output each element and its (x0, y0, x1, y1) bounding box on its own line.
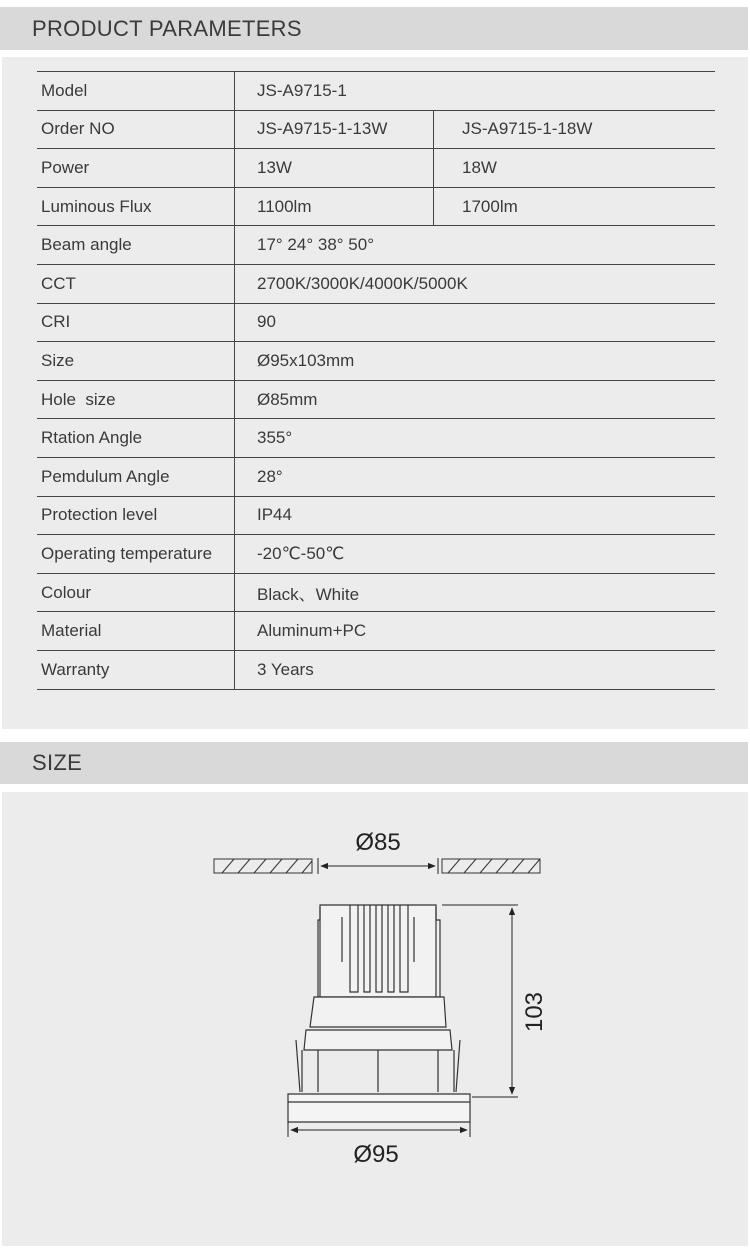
param-value-order-no-18w: JS-A9715-1-18W (434, 110, 716, 149)
height-dimension-label: 103 (521, 991, 548, 1033)
param-value-colour: Black、White (235, 573, 716, 612)
param-value-size: Ø95x103mm (235, 342, 716, 381)
hole-dimension-label: Ø85 (355, 829, 401, 856)
param-label-operating-temperature: Operating temperature (37, 535, 235, 574)
param-value-cct: 2700K/3000K/4000K/5000K (235, 264, 716, 303)
param-value-protection-level: IP44 (235, 496, 716, 535)
table-row (37, 650, 715, 689)
parameters-table (37, 71, 715, 690)
param-label-colour: Colour (37, 573, 235, 612)
param-label-size: Size (37, 342, 235, 381)
param-value-warranty: 3 Years (235, 650, 716, 689)
table-row (37, 457, 715, 496)
size-drawing-panel (2, 792, 748, 1246)
param-label-model: Model (37, 72, 235, 111)
param-value-flux-18w: 1700lm (434, 187, 716, 226)
table-row (37, 573, 715, 612)
param-label-pendulum-angle: Pemdulum Angle (37, 457, 235, 496)
table-row (37, 110, 715, 149)
table-row (37, 342, 715, 381)
table-row (37, 303, 715, 342)
ceiling-right-hatch (442, 859, 540, 873)
ceiling-left-hatch (214, 859, 312, 873)
table-row (37, 612, 715, 651)
param-label-beam-angle: Beam angle (37, 226, 235, 265)
param-label-warranty: Warranty (37, 650, 235, 689)
table-row (37, 380, 715, 419)
param-value-flux-13w: 1100lm (235, 187, 434, 226)
table-row (37, 419, 715, 458)
table-row (37, 496, 715, 535)
param-value-material: Aluminum+PC (235, 612, 716, 651)
table-row (37, 226, 715, 265)
dimension-drawing (2, 792, 748, 1246)
param-value-order-no-13w: JS-A9715-1-13W (235, 110, 434, 149)
table-row (37, 535, 715, 574)
section-title-product-parameters: PRODUCT PARAMETERS (0, 7, 748, 50)
param-label-cct: CCT (37, 264, 235, 303)
table-row (37, 149, 715, 188)
table-row (37, 72, 715, 111)
param-value-cri: 90 (235, 303, 716, 342)
param-label-protection-level: Protection level (37, 496, 235, 535)
param-value-operating-temperature: -20℃-50℃ (235, 535, 716, 574)
param-value-pendulum-angle: 28° (235, 457, 716, 496)
param-value-power-18w: 18W (434, 149, 716, 188)
param-label-material: Material (37, 612, 235, 651)
section-title-size: SIZE (0, 742, 748, 784)
param-value-model: JS-A9715-1 (235, 72, 716, 111)
param-value-power-13w: 13W (235, 149, 434, 188)
param-value-rotation-angle: 355° (235, 419, 716, 458)
param-label-cri: CRI (37, 303, 235, 342)
diameter-dimension-label: Ø95 (353, 1141, 399, 1168)
parameters-panel (2, 57, 748, 729)
param-label-rotation-angle: Rtation Angle (37, 419, 235, 458)
param-value-hole-size: Ø85mm (235, 380, 716, 419)
param-label-hole-size: Hole size (37, 380, 235, 419)
table-row (37, 264, 715, 303)
param-label-order-no: Order NO (37, 110, 235, 149)
param-label-luminous-flux: Luminous Flux (37, 187, 235, 226)
param-label-power: Power (37, 149, 235, 188)
downlight-body (288, 905, 470, 1122)
param-value-beam-angle: 17° 24° 38° 50° (235, 226, 716, 265)
table-row (37, 187, 715, 226)
